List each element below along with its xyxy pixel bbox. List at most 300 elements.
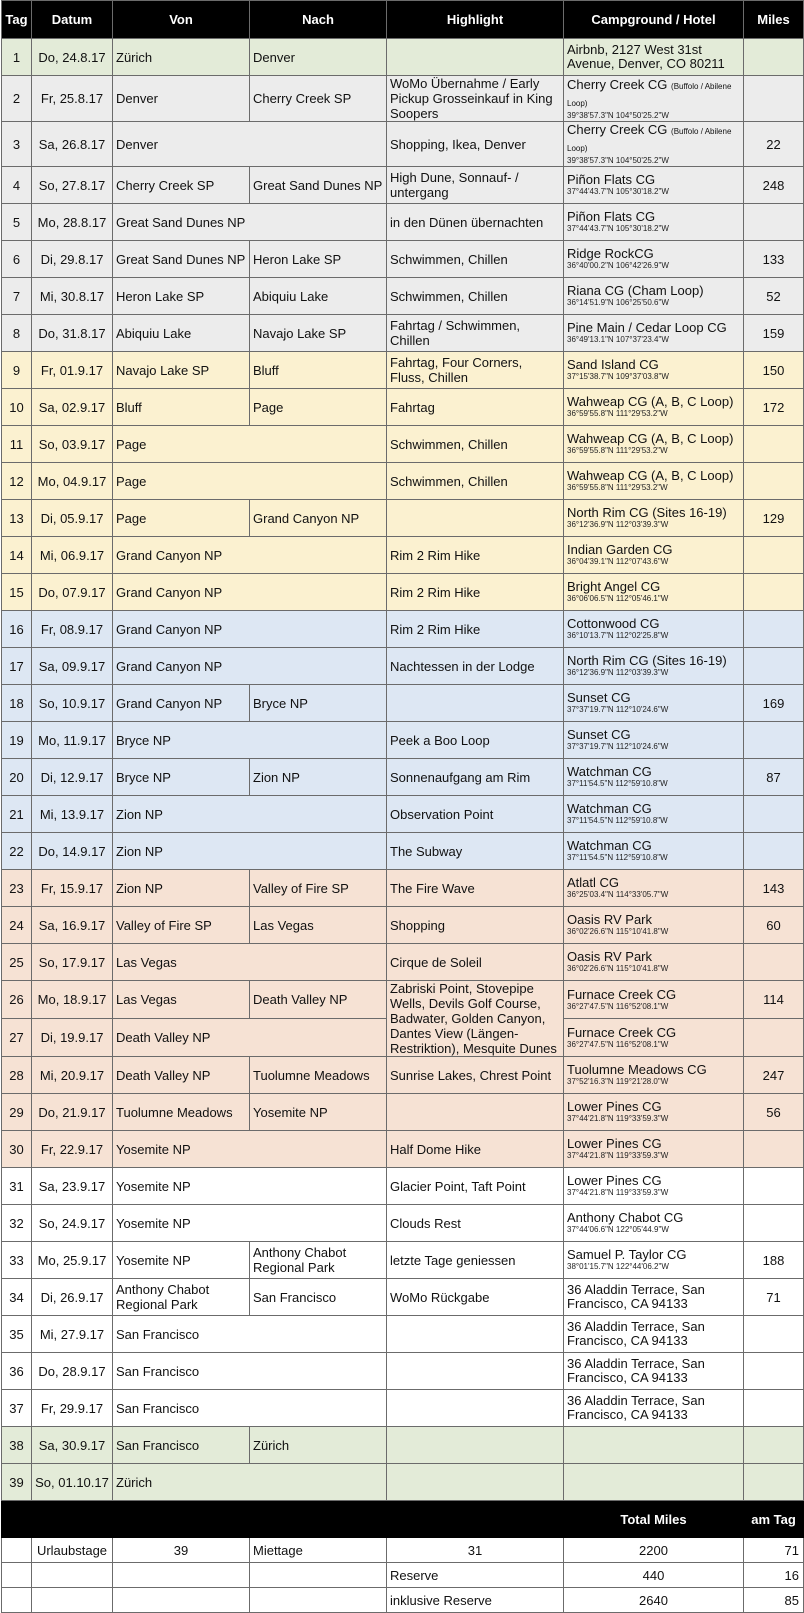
cell-campground [564,1427,744,1464]
cell-tag: 1 [2,39,32,76]
header-campground: Campground / Hotel [564,1,744,39]
cell-campground [564,537,744,574]
cell-highlight: Fahrtag [387,389,564,426]
cell-von: San Francisco [113,1427,250,1464]
cell-campground [564,278,744,315]
cell-miles: 247 [744,1057,804,1094]
itinerary-body [2,39,804,1501]
cell-nach: Tuolumne Meadows [250,1057,387,1094]
cell-miles: 172 [744,389,804,426]
cell-campground [564,796,744,833]
cell-datum: Mo, 04.9.17 [32,463,113,500]
cell-campground [564,241,744,278]
cell-miles [744,722,804,759]
itinerary-table [1,0,804,1613]
cell-von: Cherry Creek SP [113,167,250,204]
campground-coordinates: 37°11'54.5"N 112°59'10.8"W [567,853,668,862]
cell-tag: 16 [2,611,32,648]
cell-nach: Las Vegas [250,907,387,944]
cell-highlight [387,1094,564,1131]
campground-name: Oasis RV Park [567,912,653,927]
summary-label2 [250,1588,387,1613]
campground-coordinates: 39°38'57.3"N 104°50'25.2"W [567,110,669,120]
cell-datum: Sa, 09.9.17 [32,648,113,685]
cell-miles: 169 [744,685,804,722]
cell-von: Yosemite NP [113,1242,250,1279]
cell-highlight: WoMo Übernahme / Early Pickup Grosseinkauf in King Soopers [387,76,564,122]
campground-coordinates: 37°11'54.5"N 112°59'10.8"W [567,779,668,788]
cell-miles: 87 [744,759,804,796]
table-row [2,389,804,426]
cell-nach: Anthony Chabot Regional Park [250,1242,387,1279]
cell-von: Anthony Chabot Regional Park [113,1279,250,1316]
summary-days2: 31 [387,1538,564,1563]
cell-nach: Death Valley NP [250,981,387,1019]
cell-miles [744,1353,804,1390]
cell-highlight [387,1427,564,1464]
cell-datum: So, 27.8.17 [32,167,113,204]
table-row [2,426,804,463]
summary-header-amtag: am Tag [744,1501,804,1538]
cell-tag: 27 [2,1019,32,1057]
cell-von: Bryce NP [113,722,387,759]
cell-von: Bluff [113,389,250,426]
campground-coordinates: 37°44'06.6"N 122°05'44.9"W [567,1225,669,1234]
cell-campground [564,648,744,685]
campground-name: Wahweap CG (A, B, C Loop) [567,431,734,446]
cell-miles: 56 [744,1094,804,1131]
cell-datum: Do, 31.8.17 [32,315,113,352]
table-row [2,500,804,537]
campground-coordinates: 36°12'36.9"N 112°03'39.3"W [567,520,669,529]
campground-name: Indian Garden CG [567,542,673,557]
cell-tag: 19 [2,722,32,759]
cell-von: San Francisco [113,1353,387,1390]
cell-datum: So, 01.10.17 [32,1464,113,1501]
summary-row [2,1563,804,1588]
table-header-row [2,1,804,39]
cell-highlight: Peek a Boo Loop [387,722,564,759]
cell-highlight: Schwimmen, Chillen [387,426,564,463]
summary-total: 2640 [564,1588,744,1613]
cell-campground [564,722,744,759]
cell-highlight: Shopping, Ikea, Denver [387,122,564,167]
campground-name: Pine Main / Cedar Loop CG [567,320,727,335]
cell-datum: Fr, 01.9.17 [32,352,113,389]
cell-von: Denver [113,76,250,122]
cell-nach: Page [250,389,387,426]
campground-coordinates: 36°59'55.8"N 111°29'53.2"W [567,483,668,492]
cell-datum: So, 03.9.17 [32,426,113,463]
cell-datum: Mi, 27.9.17 [32,1316,113,1353]
cell-tag: 17 [2,648,32,685]
cell-von: Great Sand Dunes NP [113,241,250,278]
campground-coordinates: 36°27'47.5"N 116°52'08.1"W [567,1039,669,1049]
cell-highlight: Rim 2 Rim Hike [387,574,564,611]
cell-datum: Mo, 18.9.17 [32,981,113,1019]
summary-header-blank [250,1501,387,1538]
cell-highlight: Fahrtag, Four Corners, Fluss, Chillen [387,352,564,389]
table-row [2,278,804,315]
cell-highlight [387,685,564,722]
summary-header-blank [113,1501,250,1538]
cell-datum: Di, 19.9.17 [32,1019,113,1057]
cell-highlight: Sunrise Lakes, Chrest Point [387,1057,564,1094]
cell-von: Death Valley NP [113,1057,250,1094]
campground-coordinates: 36°12'36.9"N 112°03'39.3"W [567,668,669,677]
cell-miles: 150 [744,352,804,389]
summary-label: Urlaubstage [32,1538,113,1563]
cell-tag: 24 [2,907,32,944]
campground-coordinates: 36°40'00.2"N 106°42'26.9"W [567,261,669,270]
summary-days2: Reserve [387,1563,564,1588]
cell-campground [564,1464,744,1501]
cell-von: Page [113,426,387,463]
cell-miles [744,1019,804,1057]
header-nach: Nach [250,1,387,39]
table-row [2,76,804,122]
cell-miles: 159 [744,315,804,352]
cell-highlight [387,39,564,76]
cell-tag: 30 [2,1131,32,1168]
cell-miles [744,1131,804,1168]
table-row [2,167,804,204]
cell-datum: Fr, 22.9.17 [32,1131,113,1168]
cell-nach: Grand Canyon NP [250,500,387,537]
cell-miles [744,537,804,574]
cell-highlight: Zabriski Point, Stovepipe Wells, Devils Golf Course, Badwater, Golden Canyon, Dantes View (Längen-Restriktion), Mesquite Dunes [387,981,564,1057]
cell-miles [744,648,804,685]
campground-name: Riana CG (Cham Loop) [567,283,704,298]
cell-campground [564,426,744,463]
cell-campground [564,1353,744,1390]
summary-label2 [250,1563,387,1588]
cell-campground [564,1168,744,1205]
summary-label [32,1563,113,1588]
summary-days: 39 [113,1538,250,1563]
summary-cell-blank [2,1563,32,1588]
cell-tag: 8 [2,315,32,352]
cell-datum: Sa, 26.8.17 [32,122,113,167]
cell-highlight: in den Dünen übernachten [387,204,564,241]
table-row [2,122,804,167]
campground-name: Lower Pines CG [567,1136,662,1151]
summary-total: 440 [564,1563,744,1588]
campground-coordinates: 36°27'47.5"N 116°52'08.1"W [567,1001,669,1011]
cell-von: Yosemite NP [113,1131,387,1168]
cell-datum: So, 17.9.17 [32,944,113,981]
cell-nach: Cherry Creek SP [250,76,387,122]
cell-datum: Do, 14.9.17 [32,833,113,870]
cell-campground [564,122,744,167]
cell-campground [564,759,744,796]
cell-von: Valley of Fire SP [113,907,250,944]
cell-tag: 6 [2,241,32,278]
table-row [2,870,804,907]
cell-datum: Di, 05.9.17 [32,500,113,537]
cell-datum: Sa, 23.9.17 [32,1168,113,1205]
table-row [2,611,804,648]
campground-coordinates: 37°11'54.5"N 112°59'10.8"W [567,816,668,825]
campground-name: 36 Aladdin Terrace, San Francisco, CA 94133 [567,1282,705,1311]
table-row [2,1316,804,1353]
cell-datum: Di, 26.9.17 [32,1279,113,1316]
cell-highlight: Schwimmen, Chillen [387,278,564,315]
cell-von: Las Vegas [113,981,250,1019]
cell-datum: Mo, 28.8.17 [32,204,113,241]
table-row [2,315,804,352]
campground-name: 36 Aladdin Terrace, San Francisco, CA 94133 [567,1393,705,1422]
cell-datum: So, 24.9.17 [32,1205,113,1242]
cell-miles [744,426,804,463]
campground-name: Watchman CG [567,801,652,816]
campground-loop: (Buffolo / Abilene Loop) [567,81,732,108]
cell-campground [564,870,744,907]
table-row [2,685,804,722]
cell-tag: 21 [2,796,32,833]
campground-coordinates: 36°10'13.7"N 112°02'25.8"W [567,631,669,640]
cell-campground [564,1390,744,1427]
cell-miles [744,204,804,241]
table-row [2,722,804,759]
cell-tag: 10 [2,389,32,426]
summary-row [2,1538,804,1563]
cell-datum: Fr, 08.9.17 [32,611,113,648]
cell-campground [564,685,744,722]
cell-datum: Mi, 06.9.17 [32,537,113,574]
cell-miles: 143 [744,870,804,907]
cell-nach: San Francisco [250,1279,387,1316]
cell-highlight: Clouds Rest [387,1205,564,1242]
campground-name: Piñon Flats CG [567,209,656,224]
cell-von: Tuolumne Meadows [113,1094,250,1131]
campground-name: Lower Pines CG [567,1173,662,1188]
cell-miles [744,463,804,500]
cell-miles [744,796,804,833]
campground-name: Airbnb, 2127 West 31st Avenue, Denver, CO 80211 [567,42,725,71]
cell-datum: So, 10.9.17 [32,685,113,722]
campground-name: Cherry Creek CG [567,76,668,92]
cell-tag: 32 [2,1205,32,1242]
campground-coordinates: 36°59'55.8"N 111°29'53.2"W [567,409,668,418]
cell-von: Zion NP [113,833,387,870]
cell-datum: Sa, 30.9.17 [32,1427,113,1464]
cell-highlight [387,500,564,537]
cell-von: Death Valley NP [113,1019,387,1057]
cell-campground [564,76,744,122]
cell-highlight [387,1353,564,1390]
summary-total: 2200 [564,1538,744,1563]
cell-campground [564,944,744,981]
summary-header-blank [387,1501,564,1538]
campground-coordinates: 36°02'26.6"N 115°10'41.8"W [567,927,669,936]
summary-cell-blank [2,1538,32,1563]
campground-coordinates: 37°44'43.7"N 105°30'18.2"W [567,224,669,233]
cell-highlight: The Subway [387,833,564,870]
summary-amtag: 16 [744,1563,804,1588]
cell-miles [744,833,804,870]
summary-days2: inklusive Reserve [387,1588,564,1613]
cell-campground [564,204,744,241]
cell-tag: 38 [2,1427,32,1464]
cell-campground [564,167,744,204]
cell-datum: Di, 12.9.17 [32,759,113,796]
cell-nach: Valley of Fire SP [250,870,387,907]
cell-tag: 28 [2,1057,32,1094]
cell-miles [744,611,804,648]
campground-name: Anthony Chabot CG [567,1210,684,1225]
cell-highlight [387,1390,564,1427]
table-row [2,241,804,278]
cell-campground [564,1131,744,1168]
campground-coordinates: 37°52'16.3"N 119°21'28.0"W [567,1077,669,1086]
cell-tag: 22 [2,833,32,870]
campground-coordinates: 36°02'26.6"N 115°10'41.8"W [567,964,669,973]
cell-campground [564,574,744,611]
cell-von: Yosemite NP [113,1168,387,1205]
table-row [2,1242,804,1279]
cell-tag: 25 [2,944,32,981]
cell-highlight: Fahrtag / Schwimmen, Chillen [387,315,564,352]
cell-tag: 13 [2,500,32,537]
campground-coordinates: 37°44'21.8"N 119°33'59.3"W [567,1151,669,1160]
cell-tag: 39 [2,1464,32,1501]
header-miles: Miles [744,1,804,39]
cell-highlight: Cirque de Soleil [387,944,564,981]
campground-coordinates: 36°14'51.9"N 106°25'50.6"W [567,298,669,307]
cell-von: Grand Canyon NP [113,611,387,648]
cell-von: Grand Canyon NP [113,685,250,722]
cell-datum: Di, 29.8.17 [32,241,113,278]
campground-name: Sunset CG [567,727,631,742]
campground-name: 36 Aladdin Terrace, San Francisco, CA 94133 [567,1356,705,1385]
table-row [2,1057,804,1094]
cell-von: Grand Canyon NP [113,537,387,574]
campground-coordinates: 36°49'13.1"N 107°37'23.4"W [567,335,669,344]
cell-nach: Heron Lake SP [250,241,387,278]
cell-tag: 12 [2,463,32,500]
cell-miles [744,1390,804,1427]
cell-von: Heron Lake SP [113,278,250,315]
cell-miles [744,1316,804,1353]
campground-coordinates: 37°37'19.7"N 112°10'24.6"W [567,705,669,714]
cell-highlight: Schwimmen, Chillen [387,241,564,278]
cell-von: Las Vegas [113,944,387,981]
campground-name: Oasis RV Park [567,949,653,964]
campground-name: Cottonwood CG [567,616,660,631]
cell-campground [564,463,744,500]
cell-tag: 5 [2,204,32,241]
cell-datum: Sa, 16.9.17 [32,907,113,944]
cell-campground [564,981,744,1019]
cell-highlight: Observation Point [387,796,564,833]
cell-datum: Mo, 25.9.17 [32,1242,113,1279]
table-row [2,574,804,611]
cell-campground [564,352,744,389]
cell-highlight: Shopping [387,907,564,944]
cell-von: Bryce NP [113,759,250,796]
cell-campground [564,315,744,352]
cell-miles [744,76,804,122]
summary-amtag: 71 [744,1538,804,1563]
campground-name: Ridge RockCG [567,246,654,261]
cell-campground [564,1242,744,1279]
table-row [2,204,804,241]
cell-campground [564,611,744,648]
cell-tag: 33 [2,1242,32,1279]
cell-von: Navajo Lake SP [113,352,250,389]
campground-loop: (Buffolo / Abilene Loop) [567,127,732,153]
header-von: Von [113,1,250,39]
cell-von: Zürich [113,1464,387,1501]
campground-name: Wahweap CG (A, B, C Loop) [567,394,734,409]
cell-highlight: letzte Tage geniessen [387,1242,564,1279]
table-row [2,1279,804,1316]
cell-datum: Fr, 25.8.17 [32,76,113,122]
cell-campground [564,907,744,944]
cell-miles [744,1205,804,1242]
table-row [2,463,804,500]
cell-von: Page [113,500,250,537]
cell-tag: 14 [2,537,32,574]
cell-tag: 15 [2,574,32,611]
table-row [2,648,804,685]
summary-label [32,1588,113,1613]
table-row [2,833,804,870]
cell-highlight: Rim 2 Rim Hike [387,537,564,574]
campground-coordinates: 37°44'43.7"N 105°30'18.2"W [567,187,669,196]
cell-campground [564,1019,744,1057]
table-row [2,1464,804,1501]
cell-tag: 11 [2,426,32,463]
cell-highlight [387,1316,564,1353]
cell-von: Grand Canyon NP [113,648,387,685]
cell-datum: Do, 24.8.17 [32,39,113,76]
cell-von: San Francisco [113,1390,387,1427]
cell-nach: Great Sand Dunes NP [250,167,387,204]
table-row [2,1131,804,1168]
table-row [2,981,804,1019]
cell-campground [564,1094,744,1131]
cell-datum: Sa, 02.9.17 [32,389,113,426]
cell-von: Abiquiu Lake [113,315,250,352]
cell-tag: 31 [2,1168,32,1205]
cell-miles [744,39,804,76]
cell-von: Page [113,463,387,500]
cell-tag: 4 [2,167,32,204]
cell-miles [744,1168,804,1205]
campground-coordinates: 37°44'21.8"N 119°33'59.3"W [567,1188,669,1197]
campground-name: Lower Pines CG [567,1099,662,1114]
cell-campground [564,833,744,870]
table-row [2,944,804,981]
cell-highlight [387,1464,564,1501]
cell-datum: Mo, 11.9.17 [32,722,113,759]
cell-campground [564,500,744,537]
campground-name: Atlatl CG [567,875,620,890]
cell-miles: 71 [744,1279,804,1316]
cell-von: Denver [113,122,387,167]
campground-name: 36 Aladdin Terrace, San Francisco, CA 94133 [567,1319,705,1348]
campground-name: Wahweap CG (A, B, C Loop) [567,468,734,483]
cell-tag: 35 [2,1316,32,1353]
summary-header-blank [32,1501,113,1538]
cell-highlight: Glacier Point, Taft Point [387,1168,564,1205]
cell-datum: Do, 07.9.17 [32,574,113,611]
campground-name: North Rim CG (Sites 16-19) [567,505,727,520]
table-row [2,796,804,833]
cell-tag: 7 [2,278,32,315]
